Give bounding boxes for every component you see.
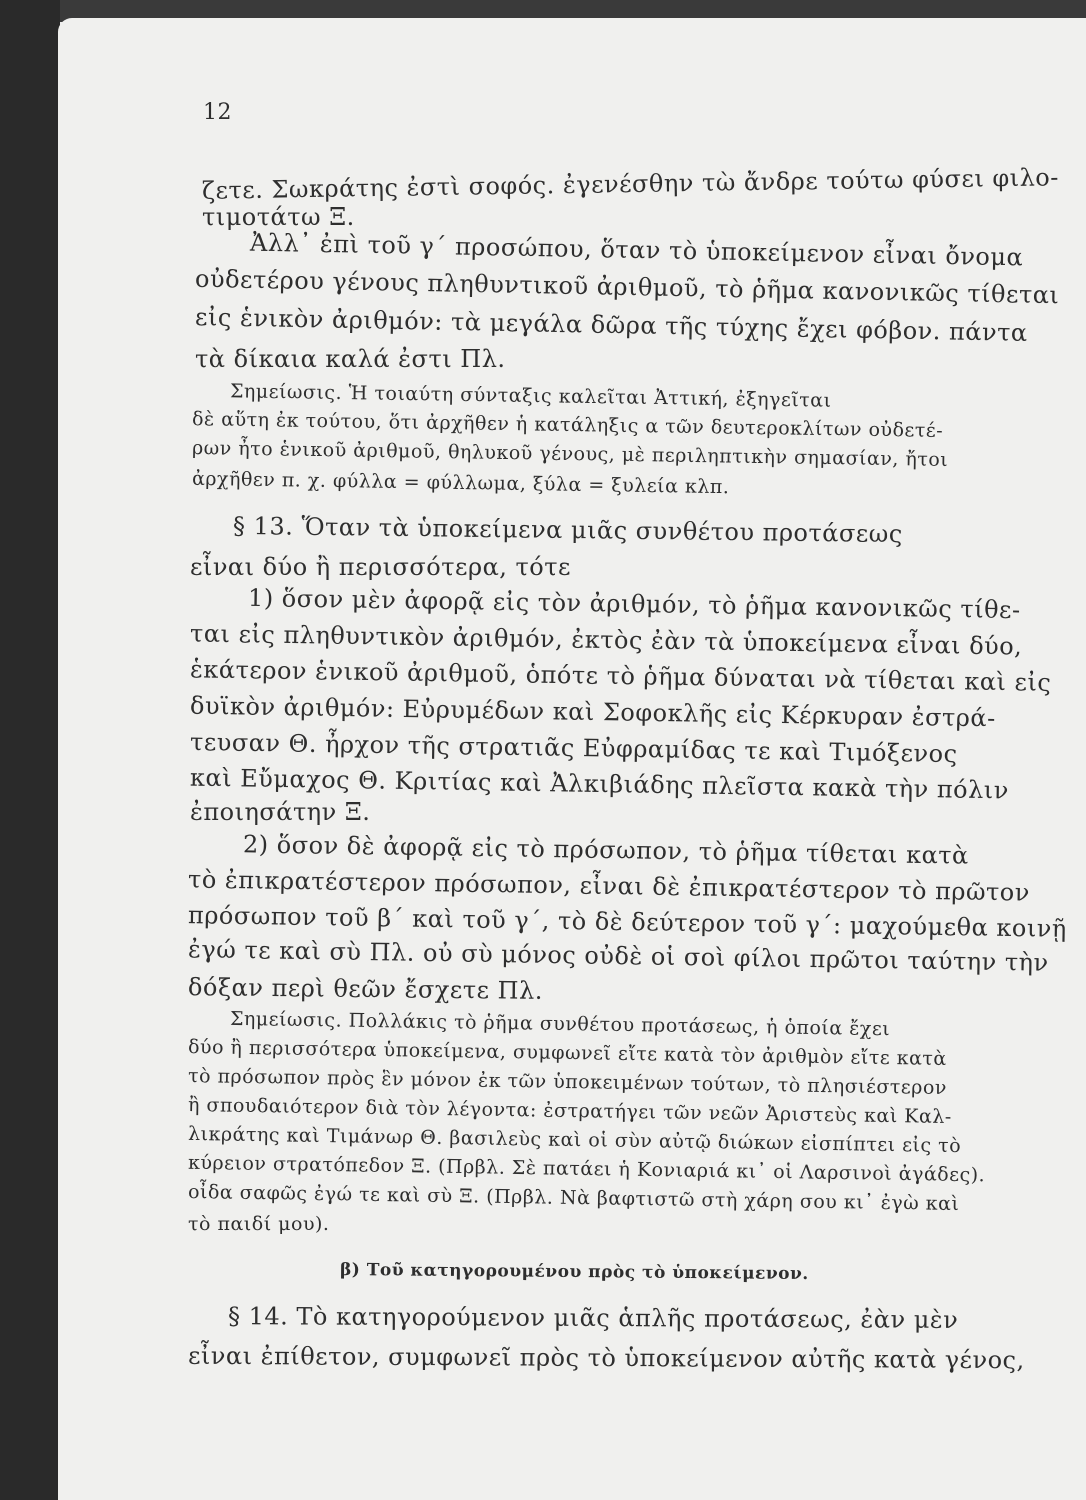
text-line: δυϊκὸν ἀριθμόν: Εὐρυμέδων καὶ Σοφοκλῆς εἰς Κέρκυραν ἐστρά-	[189, 691, 996, 733]
section-14-heading: § 14. Τὸ κατηγορούμενον μιᾶς ἁπλῆς προτάσεως, ἐὰν μὲν	[227, 1302, 959, 1334]
text-line: ται εἰς πληθυντικὸν ἀριθμόν, ἐκτὸς ἐὰν τὰ ὑποκείμενα εἶναι δύο,	[189, 619, 1023, 661]
text-line: τὸ ἐπικρατέστερον πρόσωπον, εἶναι δὲ ἐπικρατέστερον τὸ πρῶτον	[187, 865, 1031, 907]
scan-left-edge	[0, 0, 60, 1500]
note-line: δύο ἢ περισσότερα ὑποκείμενα, συμφωνεῖ εἴτε κατὰ τὸν ἀριθμὸν εἴτε κατὰ	[187, 1036, 947, 1070]
text-line: τιμοτάτω Ξ.	[202, 203, 355, 231]
text-line: Ἀλλ᾽ ἐπὶ τοῦ γ´ προσώπου, ὅταν τὸ ὑποκείμενον εἶναι ὄνομα	[249, 228, 1024, 272]
text-line: 2) ὅσον δὲ ἀφορᾷ εἰς τὸ πρόσωπον, τὸ ῥῆμα τίθεται κατὰ	[242, 830, 969, 870]
text-line: τὰ δίκαια καλά ἐστι Πλ.	[195, 345, 506, 373]
note-line: οἶδα σαφῶς ἐγώ τε καὶ σὺ Ξ. (Πρβλ. Νὰ βαφτιστῶ στὴ χάρη σου κι᾽ ἐγὼ καὶ	[187, 1180, 960, 1216]
note-line: τὸ παιδί μου).	[188, 1213, 330, 1235]
note-line: Σημείωσις. Ἡ τοιαύτη σύνταξις καλεῖται Ἀττική, ἐξηγεῖται	[229, 380, 832, 412]
text-line: πρόσωπον τοῦ β´ καὶ τοῦ γ´, τὸ δὲ δεύτερον τοῦ γ´: μαχούμεθα κοινῇ	[187, 901, 1067, 943]
text-line: εἶναι ἐπίθετον, συμφωνεῖ πρὸς τὸ ὑποκείμενον αὐτῆς κατὰ γένος,	[187, 1341, 1025, 1375]
note-line: τὸ πρόσωπον πρὸς ἓν μόνον ἐκ τῶν ὑποκειμένων τούτων, τὸ πλησιέστερον	[187, 1065, 948, 1099]
text-line: οὐδετέρου γένους πληθυντικοῦ ἀριθμοῦ, τὸ ῥῆμα κανονικῶς τίθεται	[194, 264, 1060, 310]
subsection-heading: β) Τοῦ κατηγορουμένου πρὸς τὸ ὑποκείμενον.	[339, 1259, 809, 1285]
note-line: ἀρχῆθεν π. χ. φύλλα = φύλλωμα, ξύλα = ξυλεία κλπ.	[191, 467, 730, 499]
page-number: 12	[203, 100, 232, 125]
text-line: ἐγώ τε καὶ σὺ Πλ. οὐ σὺ μόνος οὐδὲ οἱ σοὶ φίλοι πρῶτοι ταύτην τὴν	[187, 935, 1049, 977]
text-line: ἐποιησάτην Ξ.	[190, 798, 371, 826]
text-line: δόξαν περὶ θεῶν ἔσχετε Πλ.	[187, 973, 544, 1005]
section-13-heading: § 13. Ὅταν τὰ ὑποκείμενα μιᾶς συνθέτου προτάσεως	[232, 511, 903, 549]
note-line: λικράτης καὶ Τιμάνωρ Θ. βασιλεὺς καὶ οἱ σὺν αὐτῷ διώκων εἰσπίπτει εἰς τὸ	[187, 1122, 962, 1158]
note-line: δὲ αὕτη ἐκ τούτου, ὅτι ἀρχῆθεν ἡ κατάληξις α τῶν δευτεροκλίτων οὐδετέ-	[191, 408, 944, 442]
text-line: ζετε. Σωκράτης ἐστὶ σοφός. ἐγενέσθην τὼ ἄνδρε τούτω φύσει φιλο-	[201, 163, 1060, 205]
text-line: 1) ὅσον μὲν ἀφορᾷ εἰς τὸν ἀριθμόν, τὸ ῥῆμα κανονικῶς τίθε-	[247, 583, 1021, 625]
text-line: ἑκάτερον ἑνικοῦ ἀριθμοῦ, ὁπότε τὸ ῥῆμα δύναται νὰ τίθεται καὶ εἰς	[189, 655, 1052, 697]
text-line: τευσαν Θ. ἦρχον τῆς στρατιᾶς Εὐφραμίδας τε καὶ Τιμόξενος	[189, 727, 958, 769]
text-line: εἰς ἑνικὸν ἀριθμόν: τὰ μεγάλα δῶρα τῆς τύχης ἔχει φόβον. πάντα	[194, 303, 1028, 347]
note-line: κύρειον στρατόπεδον Ξ. (Πρβλ. Σὲ πατάει ἡ Κονιαριά κι᾽ οἱ Λαρσινοὶ ἀγάδες).	[187, 1151, 986, 1187]
text-line: καὶ Εὔμαχος Θ. Κριτίας καὶ Ἀλκιβιάδης πλεῖστα κακὰ τὴν πόλιν	[189, 763, 1010, 805]
text-line: εἶναι δύο ἢ περισσότερα, τότε	[190, 553, 571, 581]
note-line: ρων ἦτο ἑνικοῦ ἀριθμοῦ, θηλυκοῦ γένους, μὲ περιληπτικὴν σημασίαν, ἤτοι	[191, 437, 949, 471]
note-line: Σημείωσις. Πολλάκις τὸ ῥῆμα συνθέτου προτάσεως, ἡ ὁποία ἔχει	[229, 1007, 891, 1041]
note-line: ἢ σπουδαιότερον διὰ τὸν λέγοντα: ἐστρατήγει τῶν νεῶν Ἀριστεὺς καὶ Καλ-	[187, 1094, 952, 1128]
